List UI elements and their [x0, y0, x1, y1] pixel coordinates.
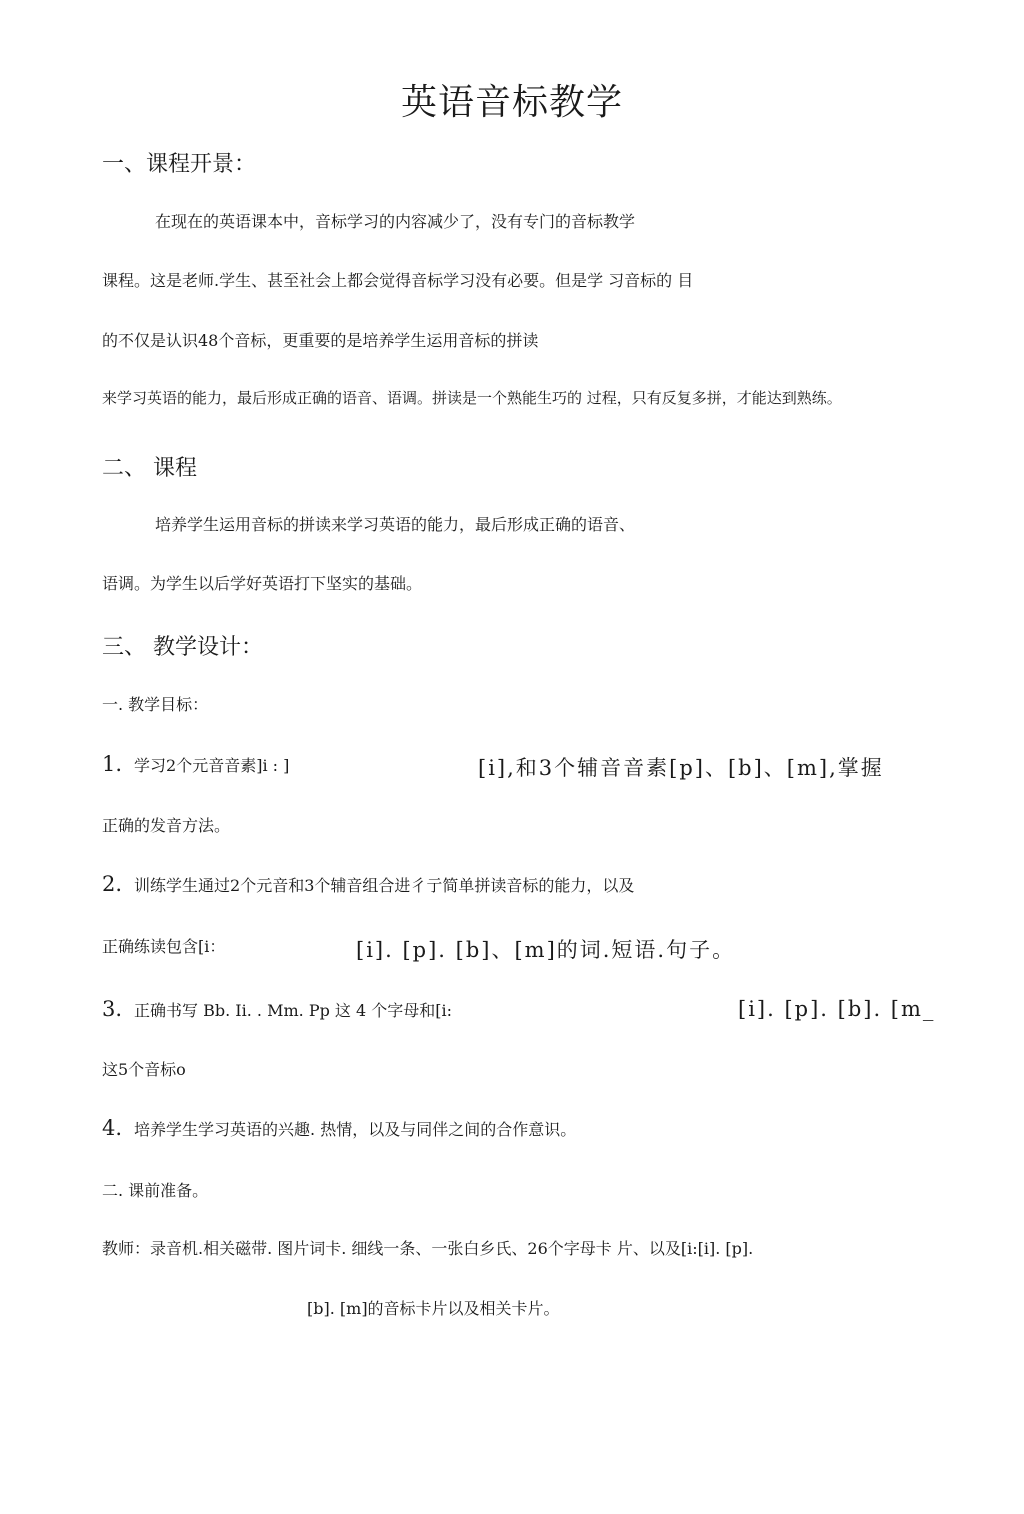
- prep-line-1: 教师：录音机.相关磁带. 图片词卡. 细线一条、一张白乡氏、26个字母卡 片、以及[i:[i]. [p].: [102, 1239, 754, 1258]
- goal-3-line-1: [102, 997, 452, 1021]
- goal-1-line-2: 正确的发音方法。: [102, 816, 231, 835]
- goal-3-text-a: 正确书写 Bb. Ii. . Mm. Pp 这 4 个字母和[i:: [134, 1001, 453, 1020]
- goal-3-text-b: [i]. [p]. [b]. [m_: [738, 997, 936, 1021]
- section-2-line-2: 语调。为学生以后学好英语打下坚实的基础。: [102, 574, 423, 593]
- goal-4-line-1: [102, 1116, 576, 1140]
- goal-1-line-1: [102, 752, 289, 776]
- section-1-line-4: 来学习英语的能力，最后形成正确的语音、语调。拼读是一个熟能生巧的 过程，只有反复多拼，才能达到熟练。: [102, 389, 842, 407]
- goal-1-text-b: [i],和3个辅音音素[p]、[b]、[m],掌握: [478, 756, 884, 780]
- goal-1-text-a: 学习2个元音音素]i : ]: [134, 756, 290, 775]
- goal-4-text-a: 培养学生学习英语的兴趣. 热情，以及与同伴之间的合作意识。: [134, 1120, 577, 1139]
- goal-3-line-2: 这5个音标o: [102, 1060, 186, 1079]
- goal-1-number: 1.: [102, 752, 123, 776]
- section-1-line-2: 课程。这是老师.学生、甚至社会上都会觉得音标学习没有必要。但是学 习音标的 目: [102, 271, 694, 290]
- goal-2-line-1: [102, 872, 634, 896]
- section-3-heading: 三、 教学设计：: [102, 635, 263, 660]
- goal-2-text-a: 训练学生通过2个元音和3个辅音组合进彳亍简单拼读音标的能力，以及: [134, 876, 635, 895]
- section-1-line-3: 的不仅是认识48个音标，更重要的是培养学生运用音标的拼读: [102, 331, 539, 350]
- document-title: 英语音标教学: [400, 82, 623, 123]
- section-2-line-1: 培养学生运用音标的拼读来学习英语的能力，最后形成正确的语音、: [155, 515, 636, 534]
- subsection-goals-heading: 一. 教学目标：: [102, 695, 209, 714]
- goal-4-number: 4.: [102, 1116, 123, 1140]
- section-2-heading: 二、 课程: [102, 456, 197, 481]
- section-1-heading: 一、课程开景：: [102, 152, 257, 177]
- goal-2-number: 2.: [102, 872, 123, 896]
- prep-line-2: [b]. [m]的音标卡片以及相关卡片。: [307, 1299, 560, 1318]
- subsection-prep-heading: 二. 课前准备。: [102, 1181, 209, 1200]
- goal-3-number: 3.: [102, 997, 123, 1021]
- goal-2-text-b: 正确练读包含[i：: [102, 937, 226, 956]
- goal-2-text-c: [i]. [p]. [b]、[m]的词.短语.句子。: [356, 938, 736, 962]
- section-1-line-1: 在现在的英语课本中，音标学习的内容减少了，没有专门的音标教学: [155, 212, 636, 231]
